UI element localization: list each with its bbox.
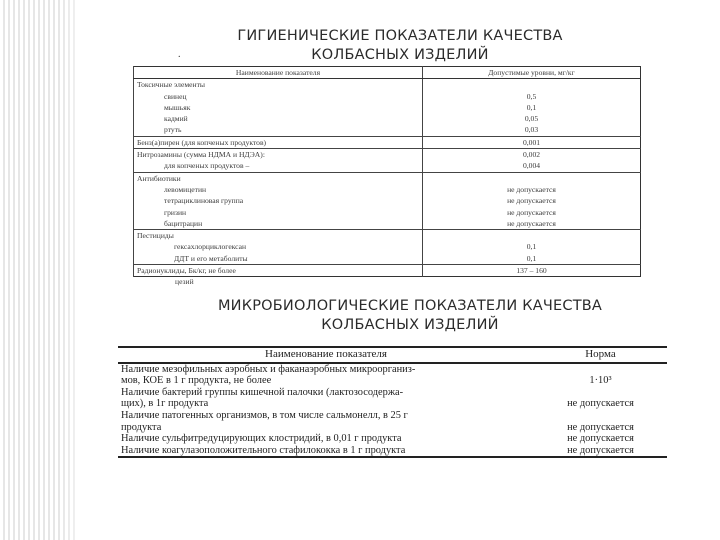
- permissible-level: 0,1: [423, 253, 641, 265]
- table-row: [118, 445, 667, 458]
- table-header-row: [118, 347, 667, 363]
- table-row: [134, 207, 641, 218]
- table-row: [134, 253, 641, 265]
- permissible-level: не допускается: [423, 207, 641, 218]
- table-row: [134, 218, 641, 230]
- table-row: [134, 160, 641, 172]
- permissible-level: 0,1: [423, 241, 641, 252]
- permissible-level: [423, 79, 641, 91]
- column-header-norm: Норма: [534, 347, 667, 363]
- table-row: [134, 124, 641, 136]
- table-row: [134, 113, 641, 124]
- table-row: [118, 398, 667, 410]
- indicator-name: Бенз(а)пирен (для копченых продуктов): [134, 136, 423, 148]
- stray-dot: .: [178, 49, 181, 60]
- permissible-level: 0,002: [423, 149, 641, 161]
- hygienic-title: [200, 27, 600, 65]
- permissible-level: [423, 230, 641, 242]
- norm-value: [534, 363, 667, 376]
- table-row: [134, 184, 641, 195]
- column-header-name: Наименование показателя: [118, 347, 534, 363]
- table-row: [134, 136, 641, 148]
- table-row: [134, 241, 641, 252]
- indicator-name: бацитрацин: [134, 218, 423, 230]
- micro-table-body: [118, 363, 667, 458]
- permissible-level: [423, 172, 641, 184]
- indicator-name: Токсичные элементы: [134, 79, 423, 91]
- table-row: [134, 102, 641, 113]
- table-row: [118, 433, 667, 445]
- hygienic-indicators-table: [133, 66, 641, 277]
- indicator-name: Нитрозамины (сумма НДМА и НДЭА):: [134, 149, 423, 161]
- table-header-row: [134, 67, 641, 79]
- indicator-name: тетрациклиновая группа: [134, 195, 423, 206]
- table-row: [118, 387, 667, 399]
- micro-title-line2: КОЛБАСНЫХ ИЗДЕЛИЙ: [321, 317, 499, 333]
- norm-value: не допускается: [567, 421, 634, 433]
- permissible-level: 0,5: [423, 91, 641, 102]
- indicator-name: для копченых продуктов –: [134, 160, 423, 172]
- indicator-name: ДДТ и его метаболиты: [134, 253, 423, 265]
- table-row: [134, 230, 641, 242]
- indicator-name: Наличие бактерий группы кишечной палочки (лактозосодержа-: [121, 386, 404, 398]
- table-row: [134, 195, 641, 206]
- microbiological-indicators-table: [118, 346, 667, 458]
- permissible-level: не допускается: [423, 195, 641, 206]
- indicator-name: гексахлорциклогексан: [134, 241, 423, 252]
- indicator-name: левомицетин: [134, 184, 423, 195]
- permissible-level: 0,03: [423, 124, 641, 136]
- permissible-level: 0,004: [423, 160, 641, 172]
- table-row: [118, 375, 667, 387]
- indicator-name: Наличие сульфитредуцирующих клостридий, в 0,01 г продукта: [121, 433, 402, 445]
- norm-value: не допускается: [567, 433, 634, 445]
- permissible-level: 0,001: [423, 136, 641, 148]
- hygienic-table-body: [134, 79, 641, 277]
- table-row: [118, 422, 667, 434]
- permissible-level: не допускается: [423, 184, 641, 195]
- indicator-name: мов, КОЕ в 1 г продукта, не более: [121, 375, 272, 387]
- indicator-name: щих), в 1г продукта: [121, 398, 209, 410]
- hygienic-title-line1: ГИГИЕНИЧЕСКИЕ ПОКАЗАТЕЛИ КАЧЕСТВА: [237, 28, 563, 44]
- microbiological-title: [180, 297, 640, 335]
- indicator-name: ртуть: [134, 124, 423, 136]
- column-header-name: Наименование показателя: [134, 67, 423, 79]
- norm-value: не допускается: [567, 398, 634, 410]
- norm-value: 1·10³: [589, 375, 612, 387]
- table-row: [134, 265, 641, 277]
- permissible-level: 0,1: [423, 102, 641, 113]
- hygienic-title-line2: КОЛБАСНЫХ ИЗДЕЛИЙ: [311, 47, 489, 63]
- indicator-name: Пестициды: [134, 230, 423, 242]
- indicator-name: Антибиотики: [134, 172, 423, 184]
- permissible-level: 0,05: [423, 113, 641, 124]
- indicator-name: свинец: [134, 91, 423, 102]
- table-row: [134, 79, 641, 91]
- indicator-name: кадмий: [134, 113, 423, 124]
- micro-title-line1: МИКРОБИОЛОГИЧЕСКИЕ ПОКАЗАТЕЛИ КАЧЕСТВА: [217, 298, 603, 314]
- table-row: [134, 149, 641, 161]
- table-row: [118, 363, 667, 376]
- table-row: [118, 410, 667, 422]
- table-row: [134, 172, 641, 184]
- norm-value: [534, 387, 667, 399]
- permissible-level: 137 – 160: [423, 265, 641, 277]
- column-header-limits: Допустимые уровни, мг/кг: [423, 67, 641, 79]
- norm-value: [534, 410, 667, 422]
- norm-value: не допускается: [534, 445, 667, 458]
- overflow-row-cesium: цезий: [175, 277, 194, 286]
- indicator-name: Наличие мезофильных аэробных и факанаэробных микроорганиз-: [121, 363, 416, 375]
- indicator-name: мышьяк: [134, 102, 423, 113]
- permissible-level: не допускается: [423, 218, 641, 230]
- table-row: [134, 91, 641, 102]
- stripes-fade: [60, 0, 100, 540]
- indicator-name: продукта: [121, 421, 162, 433]
- indicator-name: Наличие коагулазоположительного стафилококка в 1 г продукта: [118, 445, 534, 458]
- indicator-name: Радионуклиды, Бк/кг, не более: [134, 265, 423, 277]
- indicator-name: Наличие патогенных организмов, в том числе сальмонелл, в 25 г: [121, 409, 408, 421]
- indicator-name: гризин: [134, 207, 423, 218]
